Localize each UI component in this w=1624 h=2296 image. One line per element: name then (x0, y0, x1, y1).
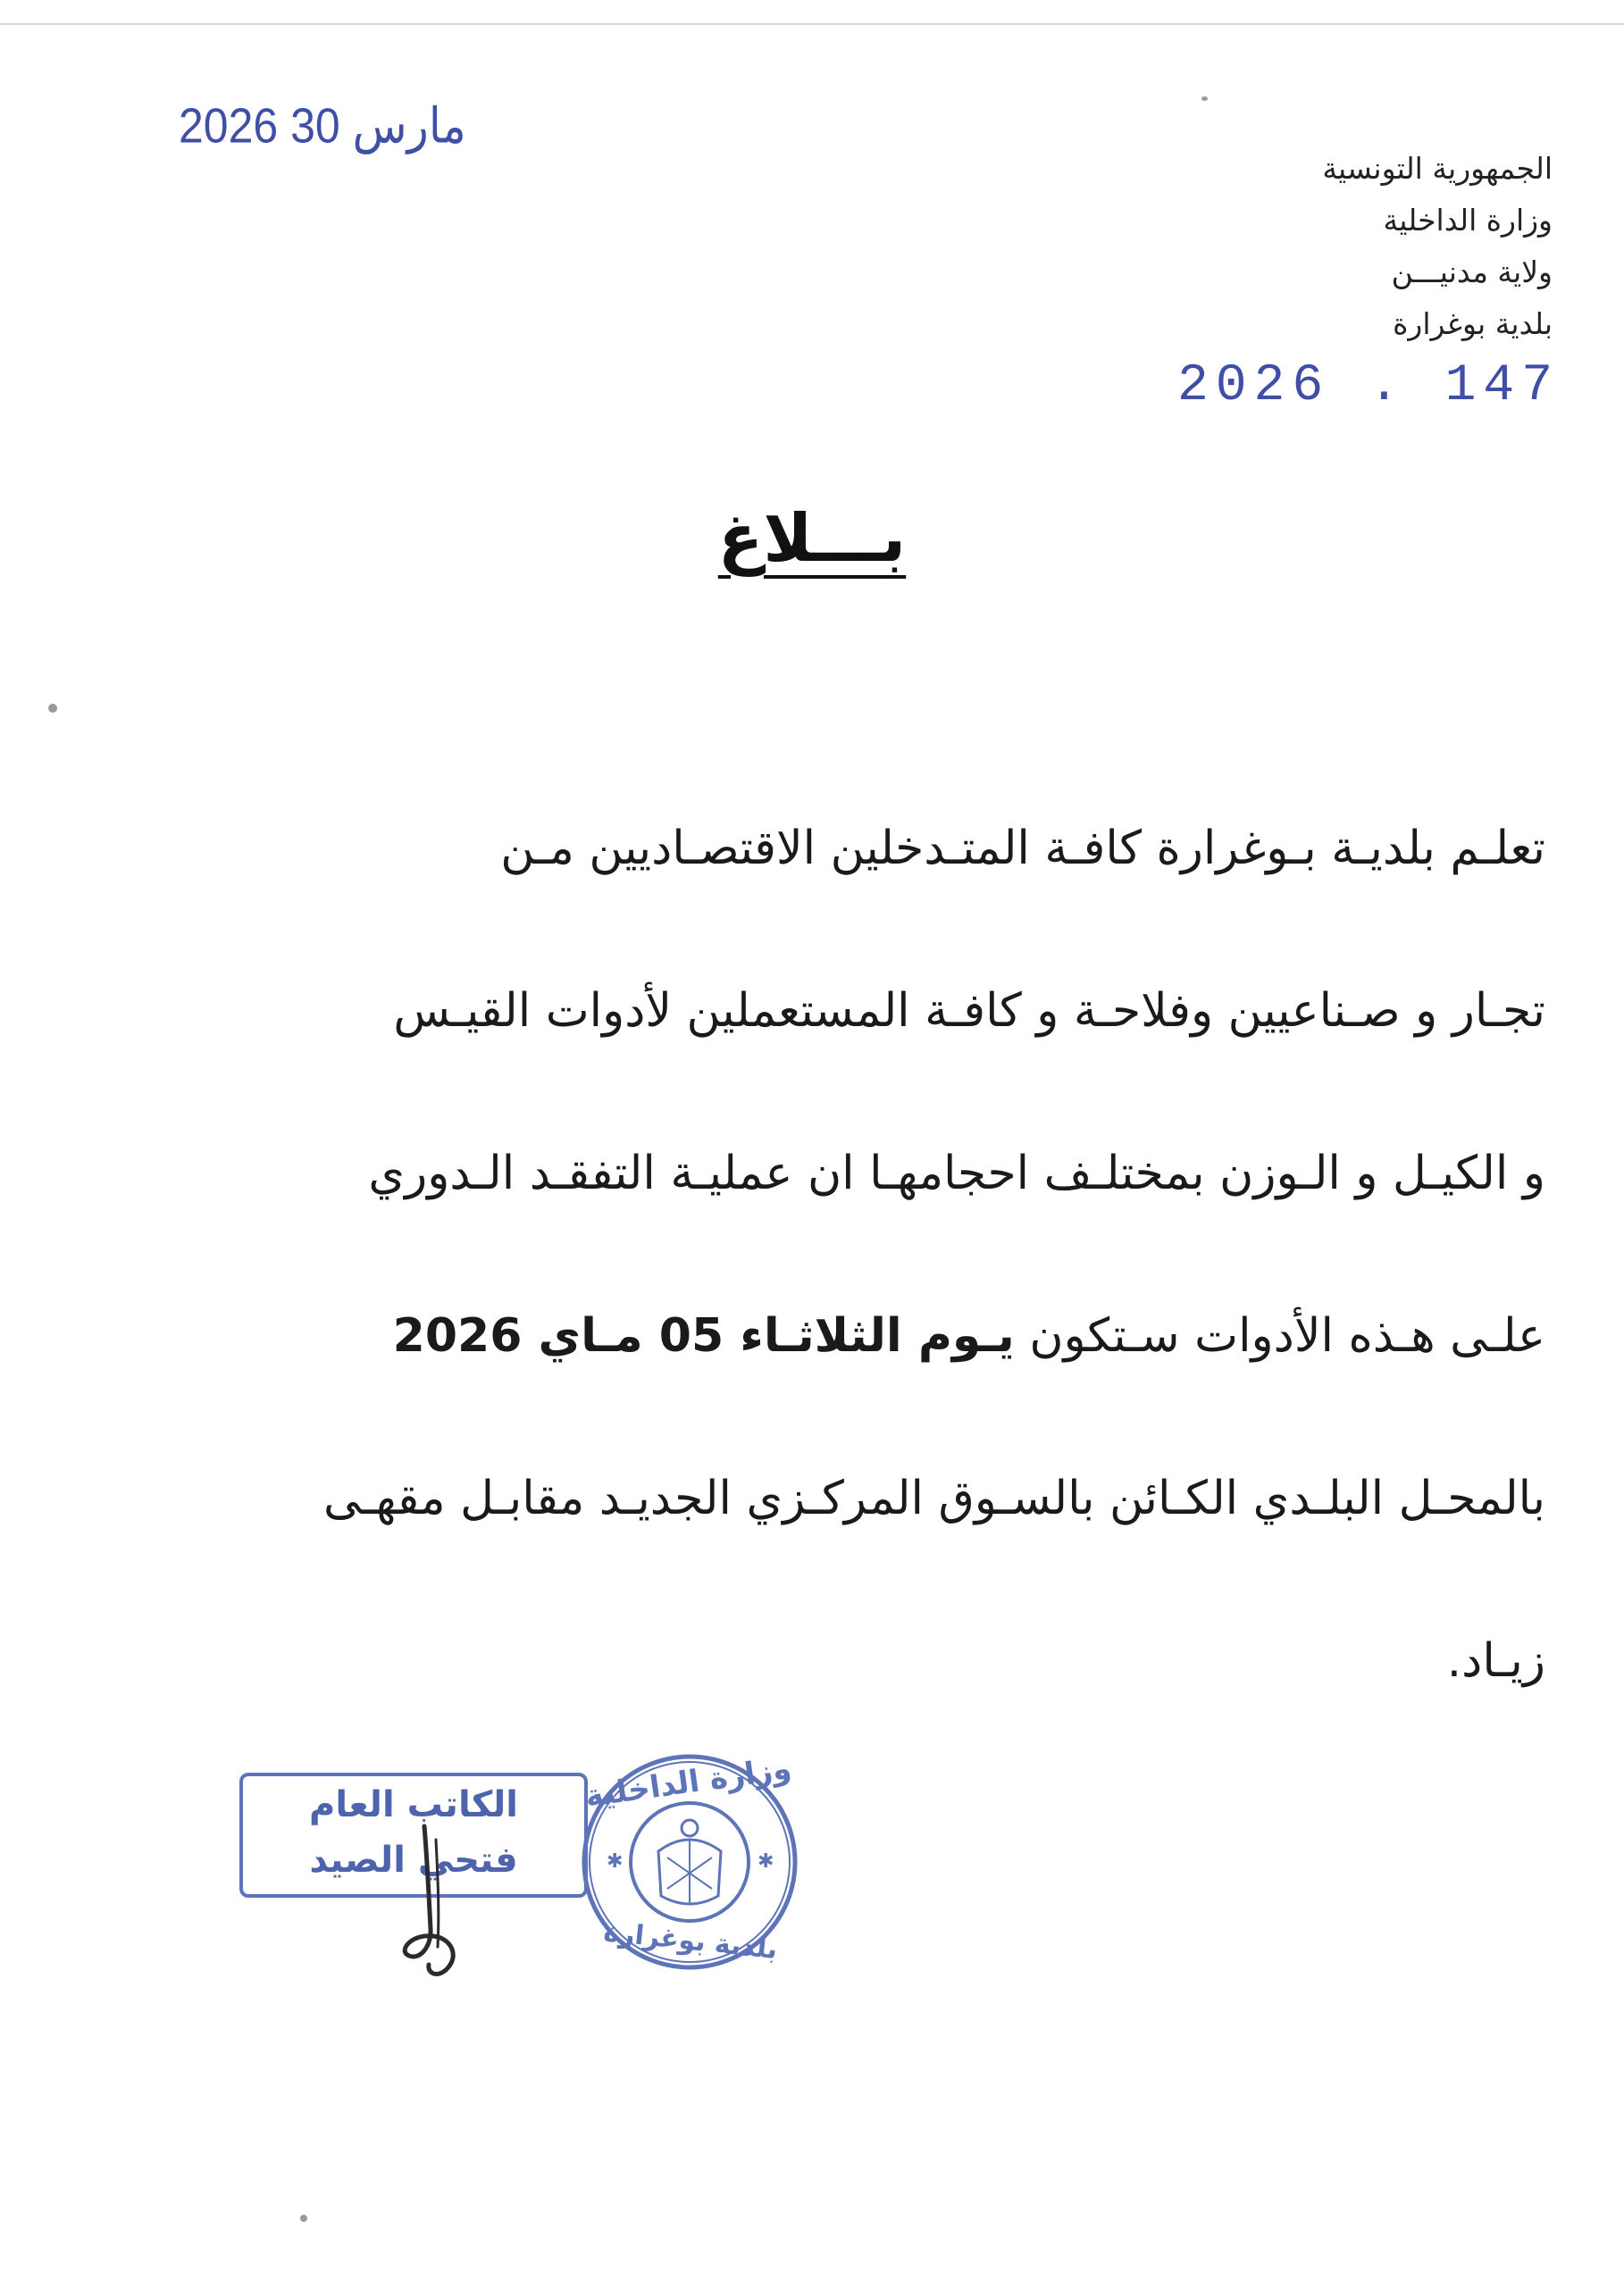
handwritten-signature (384, 1822, 482, 1991)
scan-speck (48, 704, 57, 713)
inspection-date: يـوم الثلاثـاء 05 مـاي 2026 (392, 1309, 1015, 1363)
body-line-2: تجـار و صـناعيين وفلاحـة و كافـة المستعملين لأدوات القيـس (393, 984, 1545, 1038)
notice-body (152, 799, 1545, 1774)
body-line-5: بالمحـل البلـدي الكـائن بالسـوق المركـزي الجديـد مقابـل مقهـى (322, 1472, 1545, 1525)
scan-speck (1201, 96, 1208, 101)
municipal-seal (573, 1746, 806, 1978)
svg-text:✱: ✱ (758, 1850, 774, 1873)
scan-border-line (0, 23, 1624, 25)
signatory-name: فتحي الصيد (309, 1840, 518, 1881)
letterhead-republic: الجمهورية التونسية (1322, 151, 1553, 186)
letterhead-ministry: وزارة الداخلية (1383, 203, 1553, 238)
receipt-date-stamp: 2026 مارس 30 (179, 98, 466, 154)
svg-text:✱: ✱ (607, 1850, 624, 1873)
scan-speck (300, 2215, 307, 2222)
notice-title-text: بـــلاغ (717, 500, 907, 577)
body-line-6: زيـاد. (1446, 1634, 1545, 1688)
body-line-4 (152, 1287, 1545, 1449)
signatory-title: الكاتب العام (309, 1784, 518, 1825)
reference-number-stamp: 2026 . 147 (1176, 357, 1560, 415)
body-line-1: تعلـم بلديـة بـوغرارة كافـة المتـدخلين الاقتصـاديين مـن (500, 822, 1545, 875)
svg-text:بلدية بوغرارة: بلدية بوغرارة (602, 1916, 779, 1966)
letterhead (1322, 143, 1553, 350)
svg-text:وزارة الداخلية: وزارة الداخلية (582, 1750, 794, 1816)
body-line-3: و الكيـل و الـوزن بمختلـف احجامهـا ان عمليـة التفقـد الـدوري (368, 1147, 1545, 1200)
body-line-4-text: علـى هـذه الأدوات سـتكون (1029, 1309, 1545, 1363)
letterhead-municipality: بلدية بوغرارة (1393, 306, 1553, 341)
letterhead-governorate: ولاية مدنيـــن (1391, 255, 1553, 289)
notice-title (0, 500, 1624, 577)
